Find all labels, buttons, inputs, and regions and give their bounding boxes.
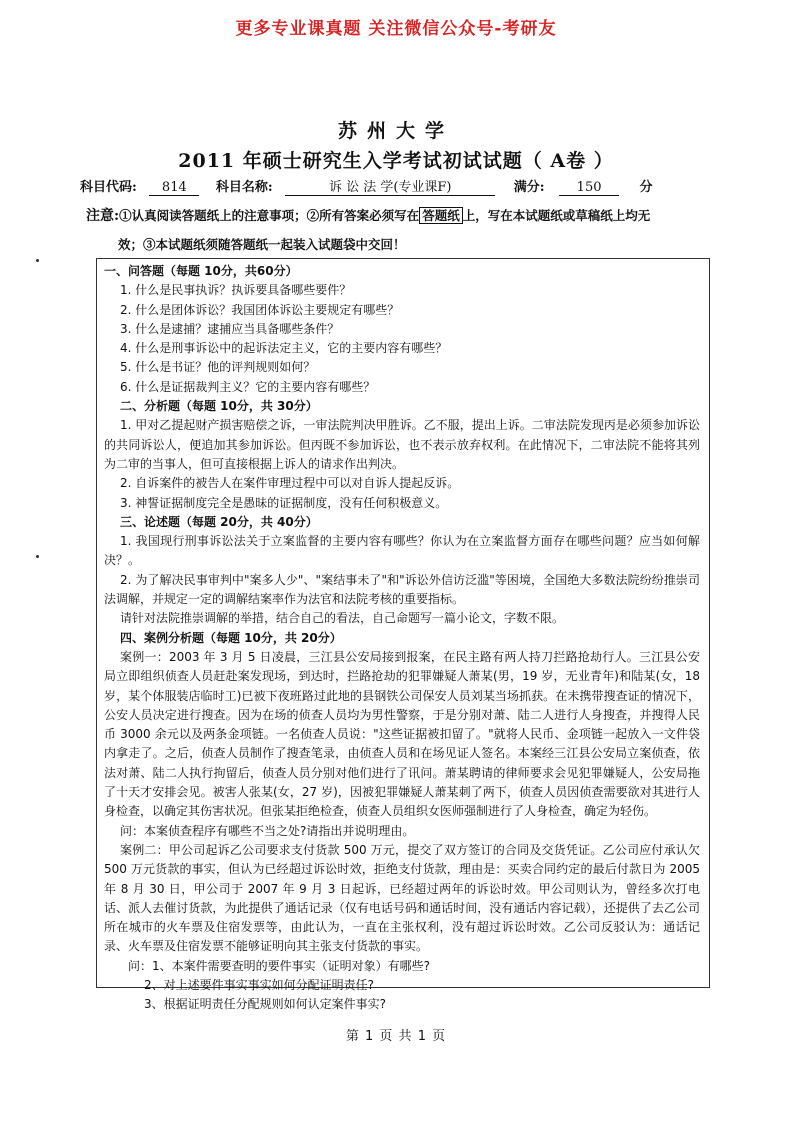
exam-content: [104, 262, 700, 1015]
answer-sheet-box: 答题纸: [419, 207, 463, 224]
score-unit: 分: [639, 180, 653, 195]
question-3-2: 2. 为了解决民事审判中"案多人少"、"案结事未了"和"诉讼外信访泛滥"等困境，全国绝大多数法院纷纷推崇司法调解，并规定一定的调解结案率作为法官和法院考核的重要指标。: [104, 572, 700, 607]
notice-line-2: 效；③本试题纸须随答题纸一起装入试题袋中交回！: [118, 237, 406, 252]
question-1-1: 1. 什么是民事执诉？执诉要具备哪些要件？: [120, 283, 352, 298]
question-1-3: 3. 什么是逮捕？逮捕应当具备哪些条件？: [120, 321, 340, 336]
question-1-6: 6. 什么是证据裁判主义？它的主要内容有哪些？: [120, 379, 376, 394]
page-footer: 第 1 页 共 1 页: [345, 1029, 447, 1044]
case-1-question: 问：本案侦查程序有哪些不当之处?请指出并说明理由。: [120, 823, 415, 838]
question-3-1: 1. 我国现行刑事诉讼法关于立案监督的主要内容有哪些？你认为在立案监督方面存在哪些问题？应当如何解决？。: [104, 534, 700, 568]
name-label: 科目名称:: [215, 180, 273, 195]
question-2-2: 2. 自诉案件的被告人在案件审理过程中可以对自诉人提起反诉。: [120, 476, 460, 491]
notice-text-a: ①认真阅读答题纸上的注意事项；②所有答案必须写在: [119, 208, 420, 223]
watermark-banner: 更多专业课真题 关注微信公众号-考研友: [235, 19, 557, 39]
question-2-1: 1. 甲对乙提起财产损害赔偿之诉，一审法院判决甲胜诉。乙不服，提出上诉。二审法院发现丙是必须参加诉讼的共同诉讼人，便追加其参加诉讼。但丙既不参加诉讼，也不表示放弃权利。在此情况下，二审法院不能将其列为二审的当事人，但可直接根据上诉人的请求作出判决。: [104, 418, 700, 471]
question-2-3: 3. 神誓证据制度完全是愚昧的证据制度，没有任何积极意义。: [120, 495, 448, 510]
name-value: 诉 讼 法 学(专业课F): [285, 176, 495, 196]
question-1-4: 4. 什么是刑事诉讼中的起诉法定主义，它的主要内容有哪些？: [120, 341, 448, 356]
case-2-question-3: 3、根据证明责任分配规则如何认定案件事实?: [144, 997, 387, 1012]
question-1-2: 2. 什么是团体诉讼？我国团体诉讼主要规定有哪些？: [120, 302, 400, 317]
subject-info-row: [80, 176, 720, 196]
code-label: 科目代码:: [80, 180, 137, 195]
scan-speck: [36, 259, 39, 262]
notice-text-b: 上，写在本试题纸或草稿纸上均无: [462, 208, 651, 223]
exam-title: 2011 年硕士研究生入学考试初试试题（ A卷 ）: [178, 150, 614, 172]
question-3-2b: 请针对法院推崇调解的举措，结合自己的看法，自己命题写一篇小论文，字数不限。: [120, 611, 565, 626]
section-3-title: 三、论述题（每题 20分，共 40分）: [120, 514, 318, 529]
section-2-title: 二、分析题（每题 10分，共 30分）: [120, 399, 318, 414]
case-1: 案例一：2003 年 3 月 5 日凌晨，三江县公安局接到报案，在民主路有两人持刀拦路抢劫行人。三江县公安局立即组织侦查人员赶赴案发现场，到达时，拦路抢劫的犯罪嫌疑人萧某(男，19 岁，无业青年)和陆某(女，18 岁，某个体服装店临时工)已被下夜班路过此地的县钢铁公司保安人员刘某当场抓获。在未携带搜查证的情况下，公安人员决定进行搜查。因为在场的侦查人员均为男性警察，于是分别对萧、陆二人进行人身搜查，并搜得人民币 3000 余元以及两条金项链。一名侦查人员说："这些证据被扣留了。"就将人民币、金项链一起放入一文件袋内拿走了。之后，侦查人员制作了搜查笔录，由侦查人员和在场见证人签名。本案经三江县公安局立案侦查，依法对萧、陆二人执行拘留后，侦查人员分别对他们进行了讯问。萧某聘请的律师要求会见犯罪嫌疑人，公安局拖了十天才安排会见。被害人张某(女，27 岁)，因被犯罪嫌疑人萧某刺了两下，侦查人员因侦查需要欲对其进行人身检查，以确定其伤害状况。但张某拒绝检查，侦查人员组织女医师强制进行了人身检查，确定为轻伤。: [104, 649, 700, 819]
score-value: 150: [559, 180, 619, 196]
notice-head: 注意:: [86, 208, 120, 224]
case-2: 案例二：甲公司起诉乙公司要求支付货款 500 万元，提交了双方签订的合同及交货凭证。乙公司应付承认欠 500 万元货款的事实，但认为已经超过诉讼时效，拒绝支付货款，理由是：买卖合同约定的最后付款日为 2005 年 8 月 30 日，甲公司于 2007 年 9 月 3 日起诉，已经超过两年的诉讼时效。甲公司则认为，曾经多次打电话、派人去催讨货款，为此提供了通话记录（仅有电话号码和通话时间，没有通话内容记载），还提供了去乙公司所在城市的火车票及住宿发票等，由此认为，一直在主张权利，没有超过诉讼时效。乙公司反驳认为：通话记录、火车票及住宿发票不能够证明向其主张支付货款的事实。: [104, 842, 700, 954]
section-1-title: 一、问答题（每题 10分，共60分）: [104, 264, 298, 278]
score-label: 满分:: [513, 180, 545, 195]
code-value: 814: [149, 180, 199, 196]
case-2-question-2: 2、对上述要件事实事实如何分配证明责任?: [144, 977, 375, 992]
question-1-5: 5. 什么是书证？他的评判规则如何？: [120, 360, 316, 375]
school-name: 苏州大学: [337, 120, 454, 142]
section-4-title: 四、案例分析题（每题 10分，共 20分）: [120, 630, 342, 645]
case-2-question-1: 问：1、本案件需要查明的要件事实（证明对象）有哪些?: [128, 958, 431, 973]
notice-line-1: [86, 205, 726, 225]
scan-speck: [36, 555, 39, 558]
